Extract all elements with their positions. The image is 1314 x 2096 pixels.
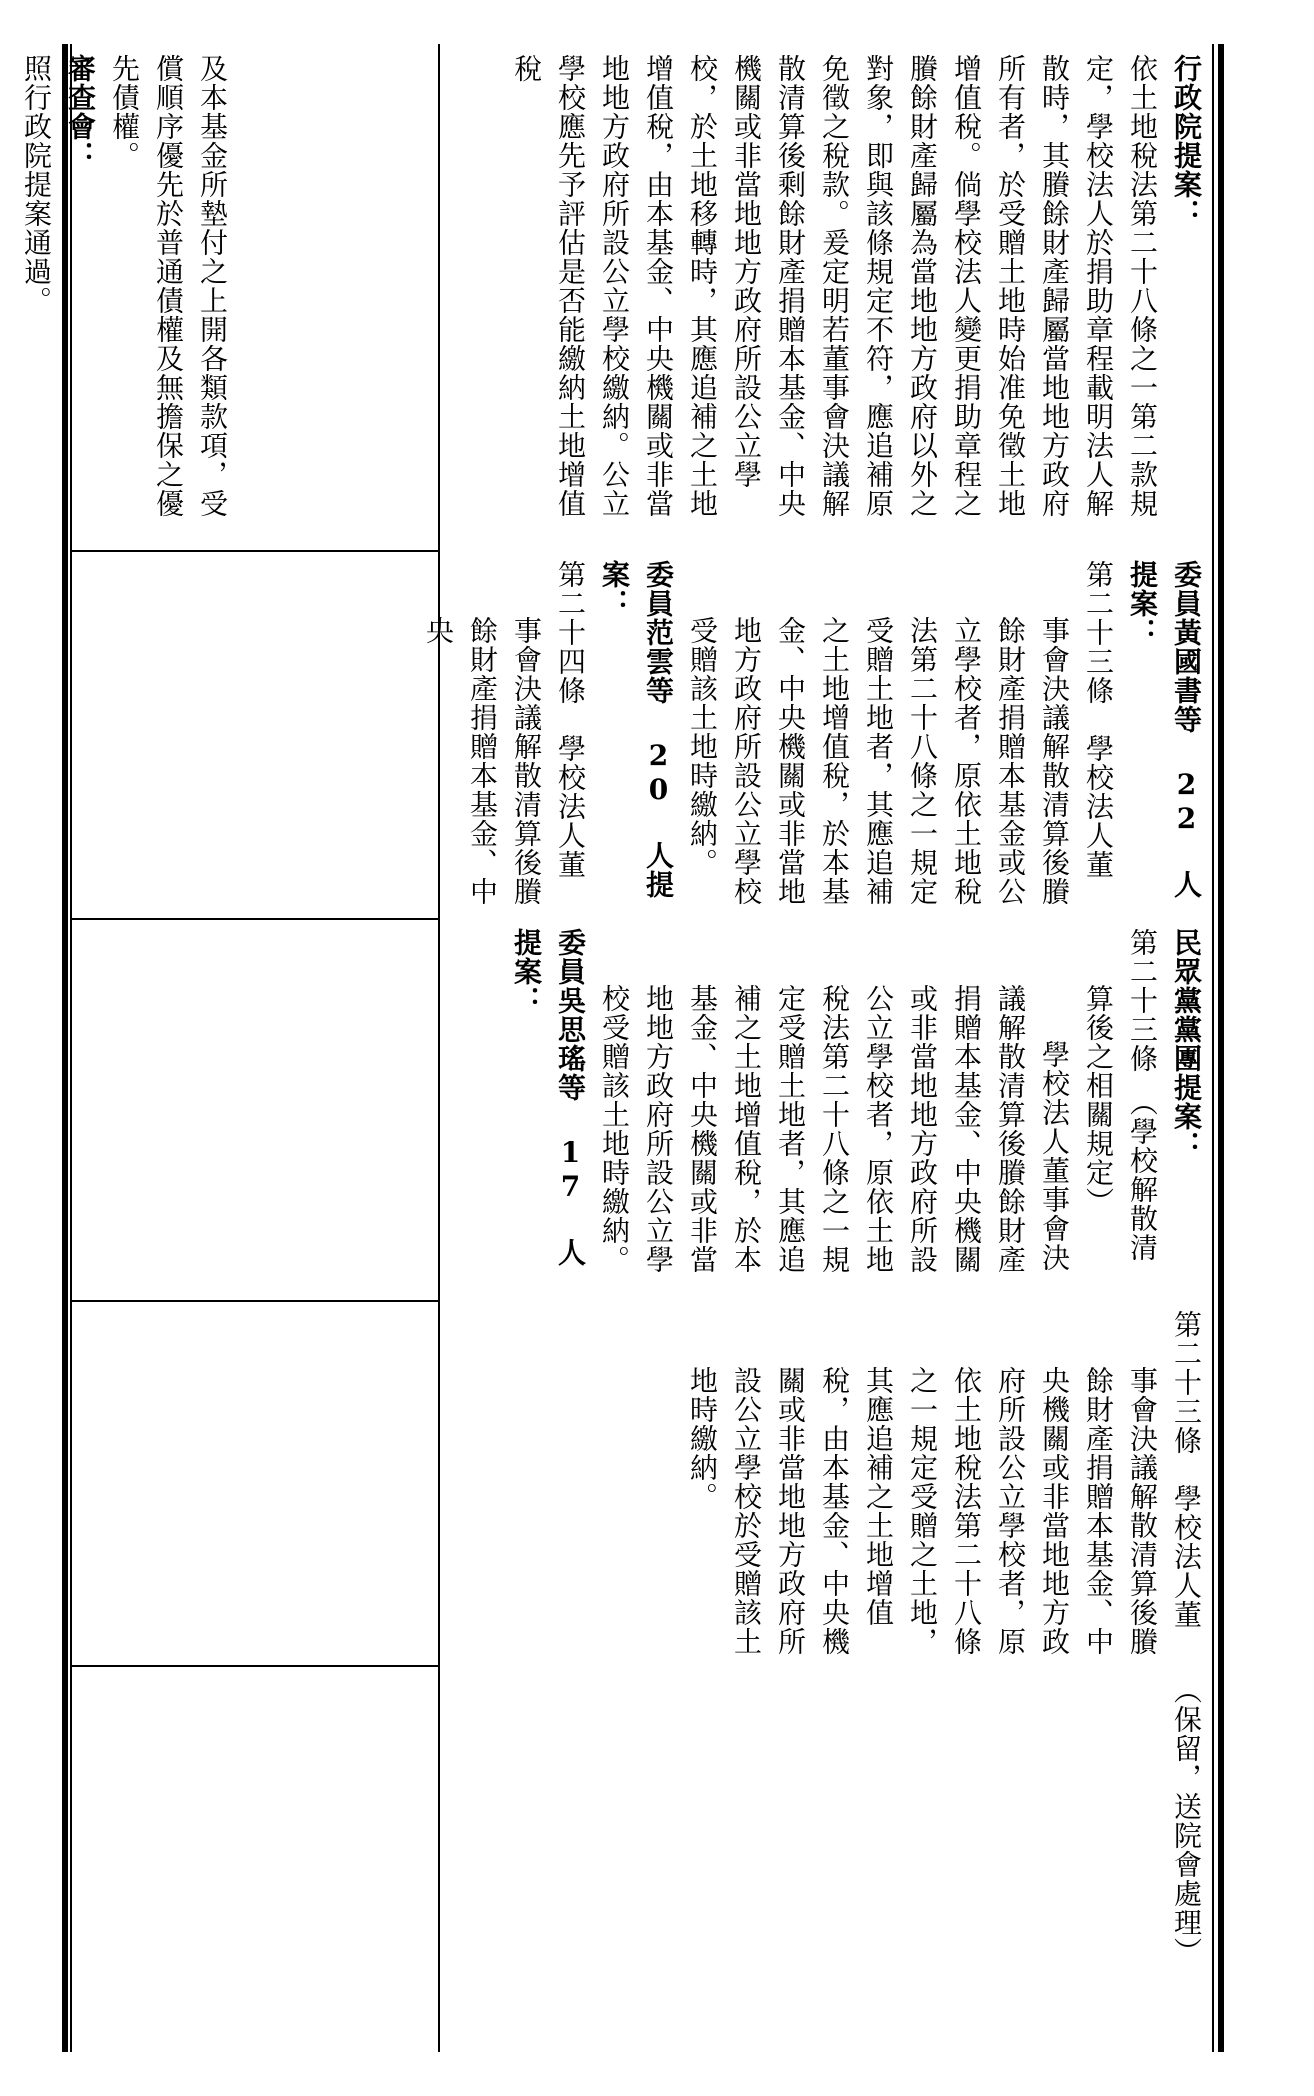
inner-rule-right — [1212, 44, 1214, 2052]
executive-proposal-heading: 行政院提案： — [1170, 54, 1203, 228]
fan-proposal-heading: 委員范雲等 20 人提案： — [598, 560, 675, 899]
huang-article-body: 事會決議解散清算後賸餘財產捐贈本基金或公立學校者，原依土地稅法第二十八條之一規定受贈土地者，其應追補之土地增值稅，於本基金、中央機關或非當地地方政府所設公立學校受贈該土地時繳納。 — [686, 616, 1071, 906]
row-divider-1 — [70, 550, 440, 552]
row-divider-2 — [70, 918, 440, 920]
tpp-article-body: 議解散清算後賸餘財產捐贈本基金、中央機關或非當地地方政府所設公立學校者，原依土地稅法第二十八條之一規定受贈土地者，其應追補之土地增值稅，於本基金、中央機關或非當地地方政府所設公立學校受贈該土地時繳納。 — [598, 984, 1027, 1274]
reviewed-body-2: 照行政院提案通過。 — [20, 54, 53, 315]
reviewed-text-block — [20, 54, 234, 534]
outer-rule-right — [1218, 44, 1224, 2052]
huang-article-title: 第二十三條 學校法人董 — [1082, 560, 1115, 879]
current-article-body: 事會決議解散清算後賸餘財產捐贈本基金、中央機關或非當地地方政府所設公立學校者，原依土地稅法第二十八條之一規定受贈之土地，其應追補之土地增值稅，由本基金、中央機關或非當地地方政府所設公立學校於受贈該土地時繳納。 — [686, 1366, 1159, 1656]
executive-proposal-body: 依土地稅法第二十八條之一第二款規定，學校法人於捐助章程載明法人解散時，其賸餘財產歸屬當地地方政府所有者，於受贈土地時始准免徵土地增值稅。倘學校法人變更捐助章程之賸餘財產歸屬為當地地方政府以外之對象，即與該條規定不符，應追補原免徵之稅款。爰定明若董事會決議解散清算後剩餘財產捐贈本基金、中央機關或非當地地方政府所設公立學校，於土地移轉時，其應追補之土地增值稅，由本基金、中央機關或非當地地方政府所設公立學校繳納。公立學校應先予評估是否能繳納土地增值稅 — [510, 54, 1159, 518]
wu-proposal-heading: 委員吳思瑤等 17 人提案： — [510, 928, 587, 1267]
status-note-block — [448, 1676, 1208, 2046]
status-note: （保留，送院會處理） — [1170, 1676, 1203, 1966]
tpp-article-title: 第二十三條 （學校解散清 — [1126, 928, 1159, 1262]
fan-article-title: 第二十四條 學校法人董 — [554, 560, 587, 879]
row-divider-3 — [70, 1300, 440, 1302]
reviewed-body-1: 及本基金所墊付之上開各類款項，受償順序優先於普通債權及無擔保之優先債權。 — [108, 54, 229, 518]
row-divider-4 — [70, 1665, 440, 1667]
current-article-title: 第二十三條 學校法人董 — [1170, 1310, 1203, 1629]
tpp-article-subtitle: 算後之相關規定） — [1082, 984, 1115, 1216]
review-committee-heading: 審查會： — [64, 54, 97, 170]
huang-proposal-block — [422, 560, 1208, 912]
divider-vertical — [438, 44, 440, 2052]
tpp-article-body-lead: 學校法人董事會決 — [1038, 1040, 1071, 1272]
tpp-proposal-block — [448, 928, 1208, 1294]
current-provision-block — [448, 1310, 1208, 1660]
executive-proposal-block — [448, 54, 1208, 542]
fan-article-body: 事會決議解散清算後賸餘財產捐贈本基金、中央 — [422, 616, 543, 906]
huang-proposal-heading: 委員黃國書等 22 人提案： — [1126, 560, 1203, 899]
tpp-proposal-heading: 民眾黨黨團提案： — [1170, 928, 1203, 1160]
